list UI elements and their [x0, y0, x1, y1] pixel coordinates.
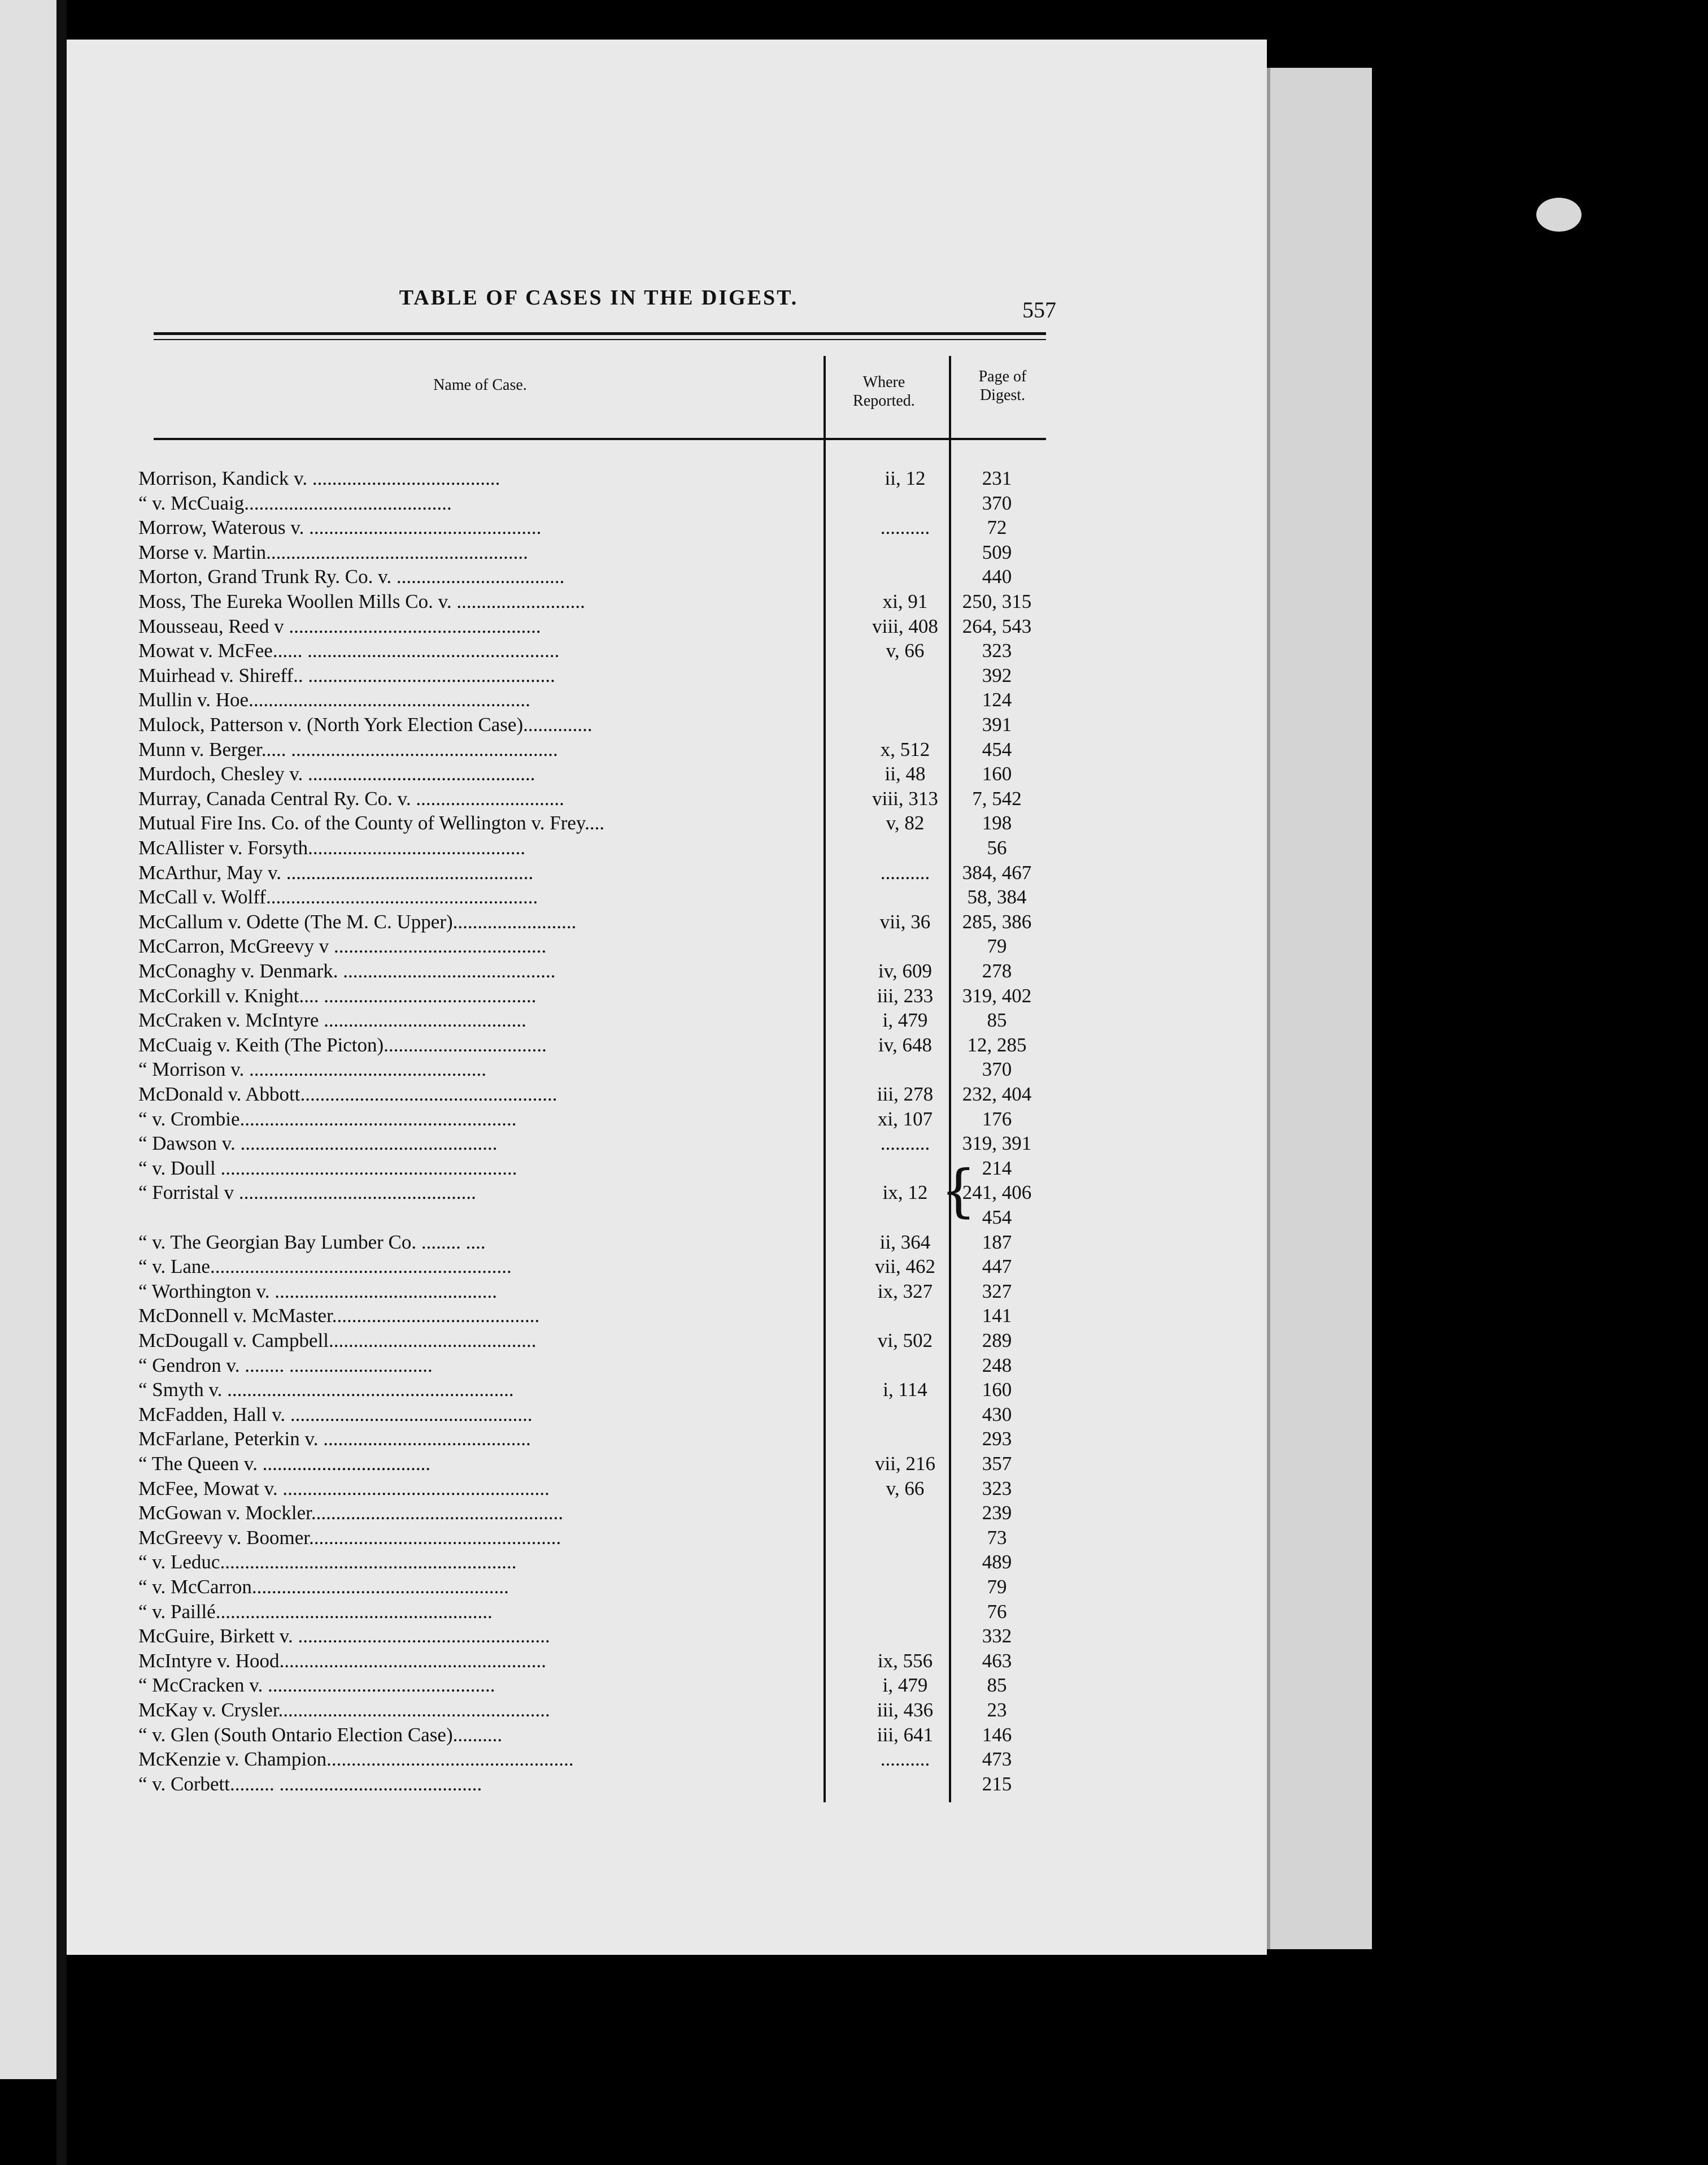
where-reported: xi, 91	[882, 590, 928, 612]
case-name: McFarlane, Peterkin v. ..........................................	[138, 1428, 531, 1450]
page-of-digest: 319, 391	[962, 1132, 1032, 1155]
case-name: Mulock, Patterson v. (North York Election Case)..............	[138, 714, 592, 736]
case-name: Morse v. Martin.....................................................	[138, 541, 528, 563]
page-of-digest: 454	[982, 738, 1012, 760]
column-header-rule	[154, 438, 1046, 440]
table-row	[138, 1057, 1076, 1082]
page-of-digest: 214	[982, 1157, 1012, 1179]
table-row	[138, 934, 1076, 959]
table-row	[138, 614, 1076, 639]
where-reported: i, 479	[882, 1009, 928, 1032]
page-of-digest: 264, 543	[962, 615, 1032, 637]
where-reported: ix, 327	[877, 1280, 933, 1302]
page-of-digest: 370	[982, 492, 1012, 514]
case-name: McCallum v. Odette (The M. C. Upper).........................	[138, 910, 577, 933]
where-reported: iv, 648	[878, 1033, 932, 1056]
case-name: Muirhead v. Shireff.. ..................................................	[138, 664, 555, 686]
table-row	[138, 1180, 1076, 1205]
table-row	[138, 1427, 1076, 1451]
page-of-digest: 215	[982, 1772, 1012, 1795]
case-name: “ Worthington v. .............................................	[138, 1280, 497, 1302]
case-name: “ Smyth v. ..........................................................	[138, 1379, 514, 1401]
case-name: McCuaig v. Keith (The Picton).................................	[138, 1033, 547, 1056]
table-row	[138, 1402, 1076, 1427]
case-name: McDonnell v. McMaster..........................................	[138, 1305, 540, 1327]
page-of-digest: 124	[982, 689, 1012, 711]
page-of-digest: 285, 386	[962, 910, 1032, 933]
page-of-digest: 198	[982, 812, 1012, 834]
table-row	[138, 1550, 1076, 1575]
page-of-digest: 187	[982, 1231, 1012, 1253]
page-of-digest: 85	[987, 1674, 1007, 1697]
page-of-digest: 248	[982, 1354, 1012, 1376]
table-row	[138, 762, 1076, 786]
case-name: “ v. Glen (South Ontario Election Case)..........	[138, 1723, 503, 1746]
where-reported: vii, 36	[879, 910, 931, 933]
case-name: McFee, Mowat v. ......................................................	[138, 1477, 550, 1499]
case-name: Morrison, Kandick v. ......................................	[138, 467, 500, 489]
table-row	[138, 984, 1076, 1008]
page-of-digest: 160	[982, 1379, 1012, 1401]
page-of-digest: 370	[982, 1058, 1012, 1081]
table-row	[138, 1451, 1076, 1476]
page-of-digest: 440	[982, 566, 1012, 588]
case-name: McFadden, Hall v. .................................................	[138, 1403, 533, 1425]
column-header-where: Where Reported.	[853, 373, 915, 410]
page-of-digest: 160	[982, 763, 1012, 785]
facing-page-strip	[0, 0, 56, 2079]
page-of-digest: 332	[982, 1625, 1012, 1647]
case-name: “ v. Paillé........................................................	[138, 1600, 493, 1623]
case-name: “ v. The Georgian Bay Lumber Co. ........ ....	[138, 1231, 486, 1253]
table-row	[138, 1624, 1076, 1649]
case-name: McIntyre v. Hood......................................................	[138, 1649, 546, 1672]
page-of-digest: 473	[982, 1748, 1012, 1771]
case-name: Moss, The Eureka Woollen Mills Co. v. ..........................	[138, 590, 585, 612]
page-of-digest: 392	[982, 664, 1012, 686]
case-name: “ v. Corbett......... .........................................	[138, 1772, 482, 1795]
where-reported: v, 66	[886, 640, 925, 662]
table-row	[138, 638, 1076, 663]
table-row	[138, 1353, 1076, 1378]
table-row	[138, 1772, 1076, 1797]
page-of-digest: 293	[982, 1428, 1012, 1450]
case-name: “ Dawson v. ....................................................	[138, 1132, 498, 1155]
case-name: Murray, Canada Central Ry. Co. v. ..............................	[138, 787, 564, 810]
where-reported: ..........	[880, 516, 930, 539]
case-name: McConaghy v. Denmark. ...........................................	[138, 960, 556, 982]
header-rule	[154, 332, 1046, 335]
table-row	[138, 959, 1076, 984]
page-of-digest: 72	[987, 516, 1007, 539]
page-of-digest: 489	[982, 1551, 1012, 1573]
where-reported: vi, 502	[877, 1329, 933, 1351]
page-of-digest: 289	[982, 1329, 1012, 1351]
page-of-digest: 176	[982, 1107, 1012, 1130]
case-name: Morton, Grand Trunk Ry. Co. v. ..................................	[138, 566, 565, 588]
case-name: Munn v. Berger..... ......................................................	[138, 738, 558, 760]
case-name: McGreevy v. Boomer...................................................	[138, 1526, 561, 1549]
where-reported: xi, 107	[877, 1107, 933, 1130]
page-of-digest: 241, 406	[962, 1181, 1032, 1204]
table-row	[138, 1033, 1076, 1058]
page-of-digest: 323	[982, 1477, 1012, 1499]
table-row	[138, 1230, 1076, 1255]
table-row	[138, 737, 1076, 762]
table-row	[138, 1649, 1076, 1673]
table-row	[138, 1747, 1076, 1772]
table-row	[138, 1107, 1076, 1132]
page-of-digest: 319, 402	[962, 984, 1032, 1007]
table-row	[138, 786, 1076, 811]
where-reported: vii, 462	[875, 1255, 935, 1278]
table-row	[138, 1303, 1076, 1328]
page-of-digest: 23	[987, 1699, 1007, 1721]
scan-artifact	[1536, 198, 1581, 232]
table-row	[138, 1082, 1076, 1107]
page-of-digest: 463	[982, 1649, 1012, 1672]
case-name: Murdoch, Chesley v. ..............................................	[138, 763, 535, 785]
case-name: McDonald v. Abbott....................................................	[138, 1083, 557, 1105]
case-name: “ v. Doull ............................................................	[138, 1157, 517, 1179]
page-of-digest: 239	[982, 1502, 1012, 1524]
page-edge	[1267, 68, 1372, 1949]
table-row	[138, 1328, 1076, 1353]
table-row	[138, 1723, 1076, 1747]
page-of-digest: 231	[982, 467, 1012, 489]
page-of-digest: 79	[987, 1576, 1007, 1598]
where-reported: v, 82	[886, 812, 925, 834]
case-name: McKenzie v. Champion..................................................	[138, 1748, 574, 1771]
case-name: Morrow, Waterous v. ...............................................	[138, 516, 542, 539]
where-reported: i, 479	[882, 1674, 928, 1697]
page-of-digest: 12, 285	[967, 1033, 1027, 1056]
where-reported: x, 512	[880, 738, 930, 760]
case-name: “ v. Leduc............................................................	[138, 1551, 517, 1573]
where-reported: v, 66	[886, 1477, 925, 1499]
column-header-page: Page of Digest.	[978, 368, 1027, 404]
table-row	[138, 1673, 1076, 1698]
page-of-digest: 278	[982, 960, 1012, 982]
case-name: McGuire, Birkett v. ...................................................	[138, 1625, 550, 1647]
case-name: McCall v. Wolff.......................................................	[138, 886, 538, 908]
table-row	[138, 885, 1076, 910]
table-row	[138, 1698, 1076, 1723]
table-row	[138, 836, 1076, 860]
page-of-digest: 56	[987, 837, 1007, 859]
page-of-digest: 141	[982, 1305, 1012, 1327]
page-of-digest: 384, 467	[962, 861, 1032, 884]
where-reported: ii, 364	[879, 1231, 931, 1253]
table-row	[138, 860, 1076, 885]
case-name: McAllister v. Forsyth............................................	[138, 837, 526, 859]
table-row	[138, 1254, 1076, 1279]
table-row	[138, 466, 1076, 491]
page-of-digest: 327	[982, 1280, 1012, 1302]
case-name: “ Gendron v. ........ .............................	[138, 1354, 433, 1376]
table-row	[138, 712, 1076, 737]
table-row	[138, 491, 1076, 516]
case-name: Mousseau, Reed v ...................................................	[138, 615, 541, 637]
page-of-digest: 391	[982, 714, 1012, 736]
case-name: McArthur, May v. ..................................................	[138, 861, 534, 884]
case-name: Mowat v. McFee...... ...................................................	[138, 640, 560, 662]
case-name: McCraken v. McIntyre .........................................	[138, 1009, 526, 1032]
running-head: TABLE OF CASES IN THE DIGEST.	[399, 286, 799, 310]
case-name: “ v. Crombie........................................................	[138, 1107, 517, 1130]
where-reported: iii, 641	[877, 1723, 934, 1746]
column-header-name: Name of Case.	[433, 376, 527, 394]
where-reported: viii, 313	[872, 787, 938, 810]
table-row	[138, 1279, 1076, 1304]
where-reported: vii, 216	[875, 1453, 935, 1475]
where-reported: iii, 436	[877, 1699, 934, 1721]
where-reported: ..........	[880, 1132, 930, 1155]
page-of-digest: 447	[982, 1255, 1012, 1278]
table-row	[138, 1008, 1076, 1033]
table-row	[138, 1525, 1076, 1550]
book-gutter	[56, 0, 67, 2165]
page-of-digest: 146	[982, 1723, 1012, 1746]
page-of-digest: 76	[987, 1600, 1007, 1623]
table-row	[138, 1377, 1076, 1402]
table-row	[138, 688, 1076, 712]
page-of-digest: 454	[982, 1206, 1012, 1228]
page-number: 557	[1022, 297, 1056, 323]
where-reported: i, 114	[883, 1379, 927, 1401]
page-of-digest: 357	[982, 1453, 1012, 1475]
case-name: “ v. McCuaig..........................................	[138, 492, 452, 514]
where-reported: ix, 12	[882, 1181, 928, 1204]
table-row	[138, 663, 1076, 688]
table-row	[138, 1501, 1076, 1525]
table-row	[138, 1476, 1076, 1501]
page-of-digest: 7, 542	[972, 787, 1022, 810]
case-name: “ The Queen v. ..................................	[138, 1453, 431, 1475]
table-row	[138, 540, 1076, 565]
where-reported: ii, 12	[884, 467, 926, 489]
case-name: McKay v. Crysler.......................................................	[138, 1699, 550, 1721]
where-reported: iv, 609	[878, 960, 932, 982]
table-row	[138, 1156, 1076, 1181]
case-name: Mutual Fire Ins. Co. of the County of Wellington v. Frey....	[138, 812, 605, 834]
case-name: McGowan v. Mockler...................................................	[138, 1502, 564, 1524]
case-name: McCorkill v. Knight.... ...........................................	[138, 984, 537, 1007]
case-name: “ Morrison v. ................................................	[138, 1058, 487, 1081]
case-name: McCarron, McGreevy v ...........................................	[138, 935, 547, 958]
page-of-digest: 58, 384	[967, 886, 1027, 908]
where-reported: iii, 278	[877, 1083, 934, 1105]
where-reported: ..........	[880, 1748, 930, 1771]
case-name: McDougall v. Campbell..........................................	[138, 1329, 537, 1351]
where-reported: viii, 408	[872, 615, 938, 637]
page-of-digest: 430	[982, 1403, 1012, 1425]
case-name: “ v. Lane.............................................................	[138, 1255, 512, 1278]
page-of-digest: 85	[987, 1009, 1007, 1032]
where-reported: iii, 233	[877, 984, 934, 1007]
case-name: Mullin v. Hoe.........................................................	[138, 689, 530, 711]
table-row	[138, 1205, 1076, 1230]
where-reported: ix, 556	[877, 1649, 933, 1672]
table-row	[138, 910, 1076, 934]
page-of-digest: 509	[982, 541, 1012, 563]
where-reported: ..........	[880, 861, 930, 884]
page-of-digest: 323	[982, 640, 1012, 662]
where-reported: ii, 48	[884, 763, 926, 785]
page-of-digest: 250, 315	[962, 590, 1032, 612]
page-of-digest: 232, 404	[962, 1083, 1032, 1105]
table-row	[138, 1599, 1076, 1624]
table-row	[138, 811, 1076, 836]
table-row	[138, 589, 1076, 614]
table-row	[138, 515, 1076, 540]
table-row	[138, 564, 1076, 589]
case-name: “ McCracken v. ..............................................	[138, 1674, 495, 1697]
page-of-digest: 79	[987, 935, 1007, 958]
case-name: “ v. McCarron....................................................	[138, 1576, 509, 1598]
table-row	[138, 1131, 1076, 1156]
header-rule-thin	[154, 339, 1046, 340]
brace-mark: {	[940, 1158, 977, 1224]
case-name: “ Forristal v ................................................	[138, 1181, 476, 1204]
page-of-digest: 73	[987, 1526, 1007, 1549]
table-row	[138, 1575, 1076, 1599]
